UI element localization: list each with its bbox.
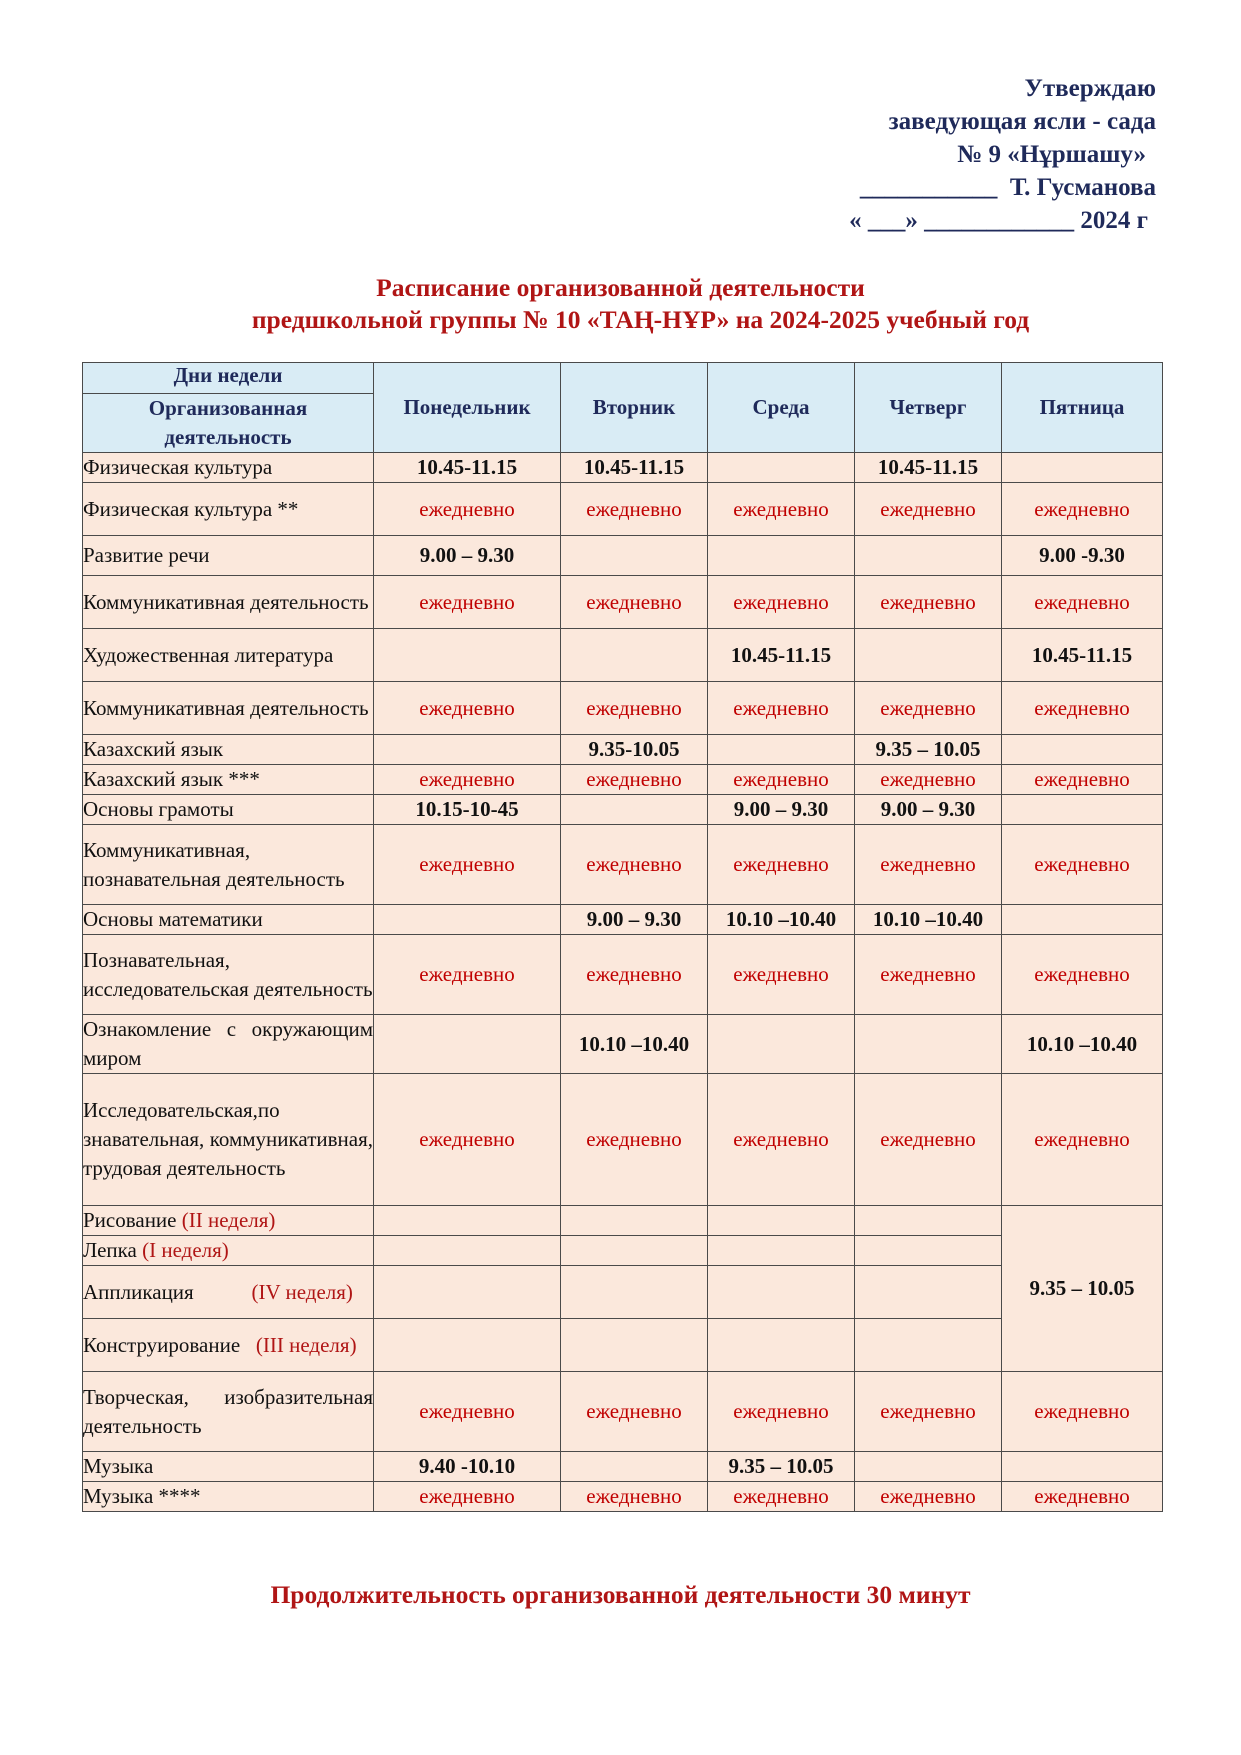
schedule-cell: 9.00 – 9.30 — [708, 795, 855, 825]
schedule-cell — [374, 1015, 561, 1074]
schedule-cell — [561, 629, 708, 682]
schedule-cell: ежедневно — [374, 483, 561, 536]
header-activity-label: Организованная деятельность — [148, 396, 308, 449]
schedule-cell: 9.00 – 9.30 — [855, 795, 1002, 825]
schedule-cell — [374, 905, 561, 935]
activity-cell: Познавательная, исследовательская деятельность — [83, 935, 374, 1015]
activity-cell: Основы математики — [83, 905, 374, 935]
activity-cell: Казахский язык *** — [83, 765, 374, 795]
schedule-cell: ежедневно — [855, 1372, 1002, 1452]
schedule-cell: ежедневно — [1002, 825, 1163, 905]
table-row — [83, 795, 1163, 825]
table-row — [83, 576, 1163, 629]
table-row — [83, 765, 1163, 795]
table-row — [83, 453, 1163, 483]
table-row — [83, 735, 1163, 765]
table-row — [83, 1482, 1163, 1512]
schedule-cell — [708, 735, 855, 765]
schedule-cell: ежедневно — [708, 483, 855, 536]
schedule-cell: ежедневно — [561, 682, 708, 735]
schedule-cell: ежедневно — [561, 935, 708, 1015]
schedule-cell: 9.35-10.05 — [561, 735, 708, 765]
schedule-cell: ежедневно — [1002, 765, 1163, 795]
schedule-cell: ежедневно — [374, 576, 561, 629]
schedule-cell — [708, 453, 855, 483]
activity-cell: Исследовательская,по знавательная, коммуникативная, трудовая деятельность — [83, 1074, 374, 1206]
activity-cell: Основы грамоты — [83, 795, 374, 825]
schedule-cell: ежедневно — [1002, 483, 1163, 536]
table-header-row — [83, 363, 1163, 453]
schedule-tail — [83, 1372, 1163, 1512]
schedule-cell — [855, 1452, 1002, 1482]
approval-line-4: ___________ Т. Гусманова — [859, 174, 1156, 201]
schedule-cell: ежедневно — [708, 576, 855, 629]
schedule-cell: ежедневно — [708, 682, 855, 735]
schedule-cell: 9.00 – 9.30 — [561, 905, 708, 935]
schedule-table — [82, 362, 1163, 1512]
table-row — [83, 935, 1163, 1015]
schedule-cell: 10.10 –10.40 — [561, 1015, 708, 1074]
schedule-cell: ежедневно — [708, 1482, 855, 1512]
schedule-cell: ежедневно — [855, 682, 1002, 735]
document-title — [0, 272, 1241, 336]
schedule-cell: ежедневно — [855, 1074, 1002, 1206]
activity-cell: Казахский язык — [83, 735, 374, 765]
schedule-cell: 10.10 –10.40 — [855, 905, 1002, 935]
schedule-cell: ежедневно — [374, 1372, 561, 1452]
schedule-cell — [374, 735, 561, 765]
schedule-cell — [561, 536, 708, 576]
schedule-cell — [1002, 1452, 1163, 1482]
schedule-cell: ежедневно — [855, 483, 1002, 536]
schedule-cell: 10.10 –10.40 — [708, 905, 855, 935]
header-corner — [83, 363, 374, 453]
approval-line-3: № 9 «Нұршашу» — [957, 141, 1146, 168]
schedule-cell: ежедневно — [708, 765, 855, 795]
schedule-cell: ежедневно — [1002, 682, 1163, 735]
table-row — [83, 1452, 1163, 1482]
schedule-cell: 9.35 – 10.05 — [855, 735, 1002, 765]
schedule-cell: ежедневно — [561, 1074, 708, 1206]
schedule-cell: ежедневно — [561, 825, 708, 905]
schedule-cell: ежедневно — [1002, 1074, 1163, 1206]
schedule-cell: ежедневно — [1002, 935, 1163, 1015]
schedule-cell — [855, 629, 1002, 682]
header-days-label: Дни недели — [83, 363, 373, 394]
schedule-cell: 10.45-11.15 — [1002, 629, 1163, 682]
schedule-cell: 10.45-11.15 — [708, 629, 855, 682]
schedule-cell: ежедневно — [561, 765, 708, 795]
schedule-cell: ежедневно — [374, 682, 561, 735]
schedule-cell: 10.10 –10.40 — [1002, 1015, 1163, 1074]
schedule-cell — [561, 795, 708, 825]
activity-cell: Творческая, изобразительная деятельность — [83, 1372, 374, 1452]
activity-cell: Ознакомление с окружающим миром — [83, 1015, 374, 1074]
table-row — [83, 629, 1163, 682]
footer-note: Продолжительность организованной деятельности 30 минут — [270, 1580, 971, 1609]
schedule-cell — [561, 1452, 708, 1482]
schedule-cell: ежедневно — [708, 935, 855, 1015]
activity-cell: Аппликация (IV неделя) — [83, 1266, 374, 1319]
schedule-cell: ежедневно — [561, 576, 708, 629]
approval-line-5: « ___» ____________ 2024 г — [849, 207, 1148, 234]
table-row — [83, 1372, 1163, 1452]
activity-cell: Коммуникативная деятельность — [83, 682, 374, 735]
activity-cell: Коммуникативная деятельность — [83, 576, 374, 629]
schedule-cell: 9.35 – 10.05 — [708, 1452, 855, 1482]
approval-block — [849, 72, 1156, 237]
activity-cell: Музыка **** — [83, 1482, 374, 1512]
table-row — [83, 1319, 1163, 1372]
table-row — [83, 1236, 1163, 1266]
schedule-cell — [855, 1015, 1002, 1074]
schedule-cell: ежедневно — [374, 1482, 561, 1512]
activity-cell: Музыка — [83, 1452, 374, 1482]
schedule-cell: ежедневно — [708, 1372, 855, 1452]
title-line-2: предшкольной группы № 10 «ТАҢ-НҰР» на 2024-2025 учебный год — [251, 305, 1030, 334]
schedule-cell: 10.45-11.15 — [374, 453, 561, 483]
schedule-cell: ежедневно — [374, 1074, 561, 1206]
table-row — [83, 905, 1163, 935]
schedule-cell: 9.00 – 9.30 — [374, 536, 561, 576]
schedule-cell: 10.45-11.15 — [855, 453, 1002, 483]
schedule-cell — [1002, 795, 1163, 825]
title-line-1: Расписание организованной деятельности — [376, 273, 865, 302]
schedule-cell: ежедневно — [374, 825, 561, 905]
table-row — [83, 536, 1163, 576]
schedule-body — [83, 453, 1163, 1206]
schedule-cell — [708, 1015, 855, 1074]
approval-line-2: заведующая ясли - сада — [888, 108, 1156, 135]
schedule-cell: ежедневно — [374, 765, 561, 795]
schedule-cell — [1002, 453, 1163, 483]
schedule-cell: ежедневно — [1002, 1372, 1163, 1452]
table-row — [83, 1206, 1163, 1236]
schedule-cell: ежедневно — [708, 825, 855, 905]
schedule-cell — [374, 629, 561, 682]
table-row — [83, 1015, 1163, 1074]
header-day-fri: Пятница — [1002, 363, 1163, 453]
art-rows — [83, 1206, 1163, 1372]
activity-cell: Физическая культура — [83, 453, 374, 483]
activity-cell: Художественная литература — [83, 629, 374, 682]
schedule-cell: ежедневно — [1002, 1482, 1163, 1512]
schedule-cell: ежедневно — [855, 825, 1002, 905]
table-row — [83, 1074, 1163, 1206]
header-day-thu: Четверг — [855, 363, 1002, 453]
activity-cell: Развитие речи — [83, 536, 374, 576]
header-day-tue: Вторник — [561, 363, 708, 453]
schedule-cell: ежедневно — [1002, 576, 1163, 629]
schedule-cell: ежедневно — [374, 935, 561, 1015]
schedule-cell — [855, 536, 1002, 576]
schedule-cell — [708, 536, 855, 576]
header-day-mon: Понедельник — [374, 363, 561, 453]
schedule-cell: ежедневно — [855, 1482, 1002, 1512]
schedule-cell: ежедневно — [855, 576, 1002, 629]
schedule-cell — [1002, 905, 1163, 935]
schedule-cell: ежедневно — [708, 1074, 855, 1206]
schedule-cell: ежедневно — [855, 765, 1002, 795]
schedule-cell: 9.00 -9.30 — [1002, 536, 1163, 576]
schedule-cell: ежедневно — [561, 483, 708, 536]
art-friday-time: 9.35 – 10.05 — [1002, 1206, 1163, 1372]
header-day-wed: Среда — [708, 363, 855, 453]
activity-cell: Физическая культура ** — [83, 483, 374, 536]
activity-cell: Конструирование (III неделя) — [83, 1319, 374, 1372]
schedule-cell: 10.15-10-45 — [374, 795, 561, 825]
schedule-cell: 10.45-11.15 — [561, 453, 708, 483]
activity-cell: Лепка (I неделя) — [83, 1236, 374, 1266]
schedule-cell — [1002, 735, 1163, 765]
schedule-cell: ежедневно — [855, 935, 1002, 1015]
schedule-cell: ежедневно — [561, 1372, 708, 1452]
activity-cell: Коммуникативная, познавательная деятельность — [83, 825, 374, 905]
activity-cell: Рисование (II неделя) — [83, 1206, 374, 1236]
schedule-cell: ежедневно — [561, 1482, 708, 1512]
table-row — [83, 1266, 1163, 1319]
table-row — [83, 682, 1163, 735]
schedule-cell: 9.40 -10.10 — [374, 1452, 561, 1482]
table-row — [83, 825, 1163, 905]
table-row — [83, 483, 1163, 536]
approval-line-1: Утверждаю — [1024, 75, 1156, 102]
